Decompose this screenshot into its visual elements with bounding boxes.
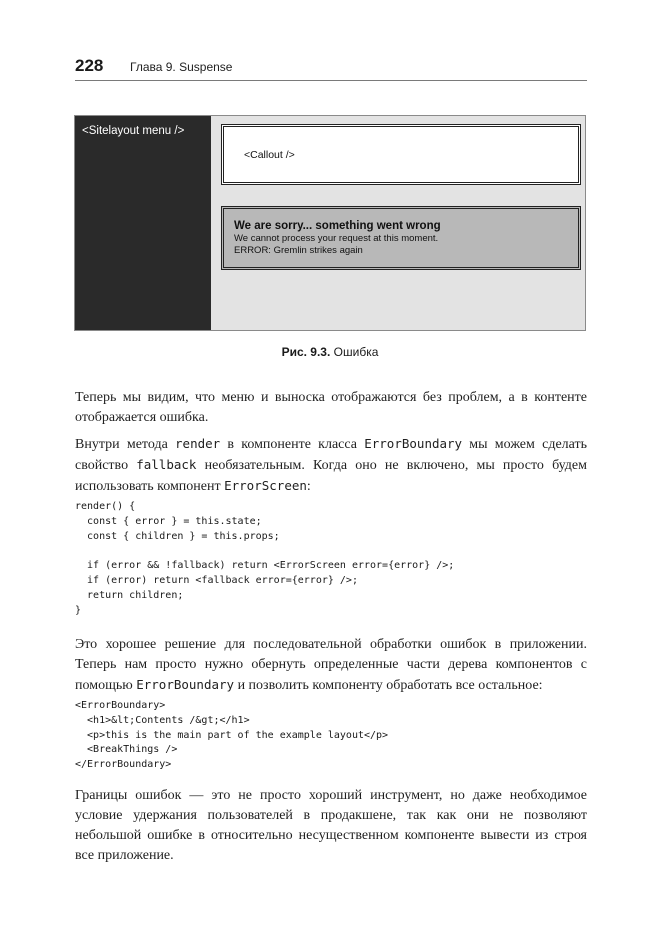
p3-text-2: и позволить компоненту обработать все остальное: — [234, 678, 543, 693]
figure-error-line-2: ERROR: Gremlin strikes again — [234, 245, 363, 256]
code-line: if (error && !fallback) return <ErrorScreen error={error} />; — [75, 560, 455, 572]
page-number: 228 — [75, 56, 104, 75]
p2-text-2: в компоненте класса — [220, 437, 365, 452]
code-line: </ErrorBoundary> — [75, 759, 172, 771]
code-line: const { error } = this.state; — [75, 515, 262, 527]
code-line: <h1>&lt;Contents /&gt;</h1> — [75, 714, 250, 726]
caption-number: Рис. 9.3. — [281, 345, 331, 359]
figure-error-line-1: We cannot process your request at this moment. — [234, 233, 439, 244]
code-line: } — [75, 604, 82, 616]
p2-code-fallback: fallback — [136, 457, 197, 472]
code-line: <BreakThings /> — [75, 744, 178, 756]
figure-caption — [74, 344, 586, 360]
figure-menu-panel — [75, 116, 211, 330]
running-title: Глава 9. Suspense — [130, 60, 233, 74]
p2-text-1: Внутри метода — [75, 437, 176, 452]
p2-text-5: : — [306, 479, 311, 494]
figure-menu-label: <Sitelayout menu /> — [82, 125, 185, 137]
code-block-errorboundary — [75, 699, 587, 773]
p2-text-3: мы можем сделать свойство — [75, 437, 587, 473]
code-line: return children; — [75, 589, 184, 601]
code-line: render() { — [75, 501, 136, 512]
header-rule — [75, 80, 587, 81]
figure-error-box — [221, 206, 581, 270]
caption-text: Ошибка — [333, 345, 379, 359]
paragraph-3 — [75, 635, 587, 696]
figure-9-3 — [74, 115, 586, 331]
p2-code-errorboundary: ErrorBoundary — [364, 436, 463, 451]
figure-callout-label: <Callout /> — [244, 149, 295, 161]
p2-code-render: render — [175, 436, 221, 451]
code-line — [75, 544, 587, 559]
code-line: <ErrorBoundary> — [75, 700, 166, 711]
p2-code-errorscreen: ErrorScreen — [224, 478, 307, 493]
paragraph-2 — [75, 434, 587, 497]
figure-callout-box — [221, 124, 581, 185]
p3-text-1: Это хорошее решение для последовательной обработки ошибок в приложении. Теперь нам просто нужно обернуть определенные части дерева компонентов с помощью — [75, 637, 587, 693]
p2-text-4: необязательным. Когда оно не включено, мы просто будем использовать компонент — [75, 458, 587, 494]
figure-error-title: We are sorry... something went wrong — [234, 220, 441, 232]
code-line: <p>this is the main part of the example layout</p> — [75, 729, 389, 741]
paragraph-4: Границы ошибок — это не просто хороший инструмент, но даже необходимое условие удержания пользователей в продакшене, так как они не позволяют небольшой ошибке в относительно несущественном компоненте вывести из строя все приложение. — [75, 788, 587, 863]
p3-code-errorboundary: ErrorBoundary — [136, 677, 235, 692]
code-line: if (error) return <fallback error={error} />; — [75, 574, 358, 586]
code-block-render — [75, 500, 587, 618]
page-header — [75, 56, 587, 82]
paragraph-1: Теперь мы видим, что меню и выноска отображаются без проблем, а в контенте отображается ошибка. — [75, 390, 587, 425]
code-line: const { children } = this.props; — [75, 530, 280, 542]
